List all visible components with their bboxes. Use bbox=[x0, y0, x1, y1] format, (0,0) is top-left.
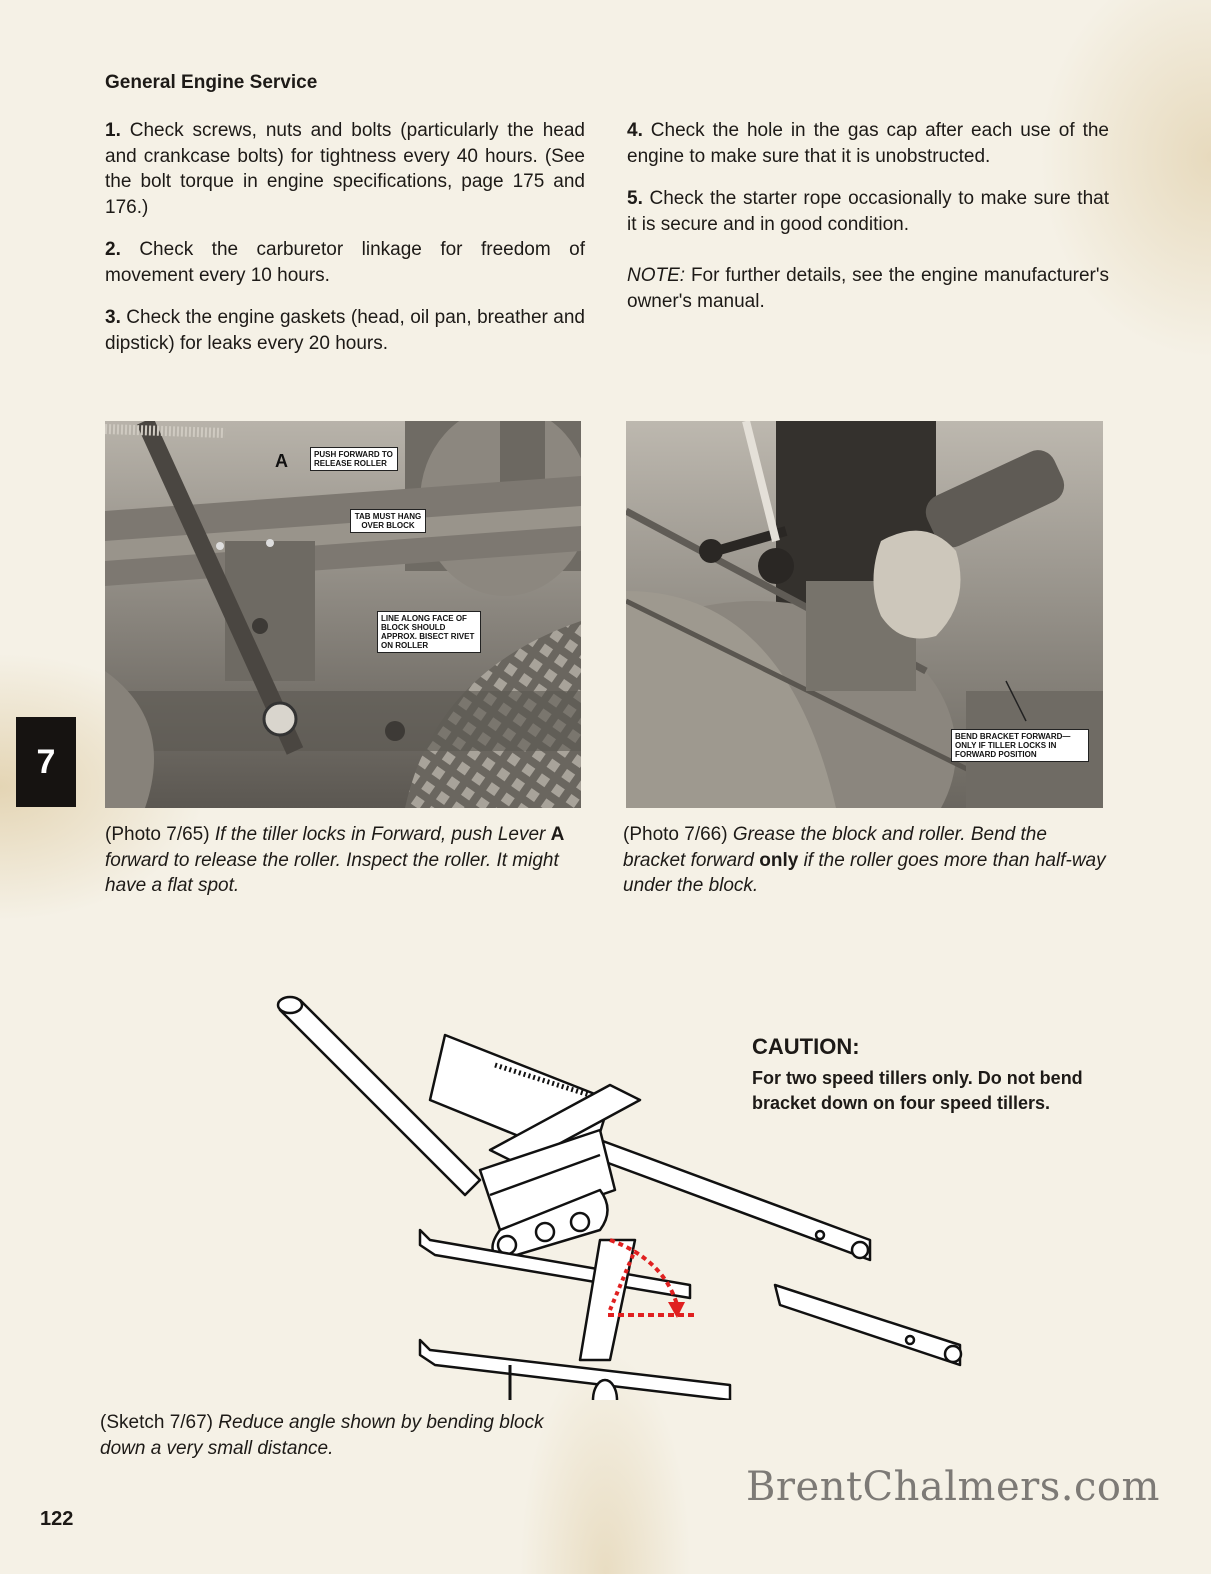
callout-push-forward: PUSH FORWARD TO RELEASE ROLLER bbox=[310, 447, 398, 471]
caption-ref: (Sketch 7/67) bbox=[100, 1412, 213, 1433]
photo-7-66 bbox=[626, 421, 1103, 808]
service-item-5: 5. Check the starter rope occasionally to make sure that it is secure and in good condition. bbox=[627, 188, 1109, 235]
right-text-column bbox=[627, 118, 1109, 331]
caution-box bbox=[752, 1034, 1112, 1116]
caution-body: For two speed tillers only. Do not bend bracket down on four speed tillers. bbox=[752, 1068, 1083, 1113]
sketch-7-67 bbox=[270, 940, 990, 1400]
caption-sketch-7-67: (Sketch 7/67) Reduce angle shown by bending block down a very small distance. bbox=[100, 1412, 544, 1459]
caution-title: CAUTION: bbox=[752, 1034, 860, 1059]
page-number: 122 bbox=[40, 1508, 74, 1530]
caption-photo-7-65: (Photo 7/65) If the tiller locks in Forward, push Lever A forward to release the roller. Inspect the roller. It might have a flat spot. bbox=[105, 824, 565, 896]
lever-label-a: A bbox=[275, 451, 288, 471]
service-item-3: 3. Check the engine gaskets (head, oil pan, breather and dipstick) for leaks every 20 hours. bbox=[105, 307, 585, 354]
watermark: BrentChalmers.com bbox=[746, 1464, 1160, 1510]
left-text-column bbox=[105, 118, 585, 373]
photo-7-65-image bbox=[105, 421, 581, 808]
caption-ref: (Photo 7/66) bbox=[623, 824, 728, 845]
service-item-2: 2. Check the carburetor linkage for freedom of movement every 10 hours. bbox=[105, 239, 585, 286]
caption-ref: (Photo 7/65) bbox=[105, 824, 210, 845]
callout-bend-bracket: BEND BRACKET FORWARD—ONLY IF TILLER LOCKS IN FORWARD POSITION bbox=[951, 729, 1089, 762]
caption-photo-7-66: (Photo 7/66) Grease the block and roller. Bend the bracket forward only if the roller goes more than half-way under the block. bbox=[623, 824, 1106, 896]
chapter-tab: 7 bbox=[16, 717, 76, 807]
callout-line-along-face: LINE ALONG FACE OF BLOCK SHOULD APPROX. BISECT RIVET ON ROLLER bbox=[377, 611, 481, 653]
note-paragraph: NOTE: For further details, see the engine manufacturer's owner's manual. bbox=[627, 265, 1109, 312]
photo-7-65 bbox=[105, 421, 581, 808]
callout-tab-hang: TAB MUST HANG OVER BLOCK bbox=[350, 509, 426, 533]
service-item-1: 1. Check screws, nuts and bolts (particularly the head and crankcase bolts) for tightness every 40 hours. (See the bolt torque in engine specifications, page 175 and 176.) bbox=[105, 120, 585, 218]
service-item-4: 4. Check the hole in the gas cap after each use of the engine to make sure that it is unobstructed. bbox=[627, 120, 1109, 167]
section-heading: General Engine Service bbox=[105, 72, 318, 93]
